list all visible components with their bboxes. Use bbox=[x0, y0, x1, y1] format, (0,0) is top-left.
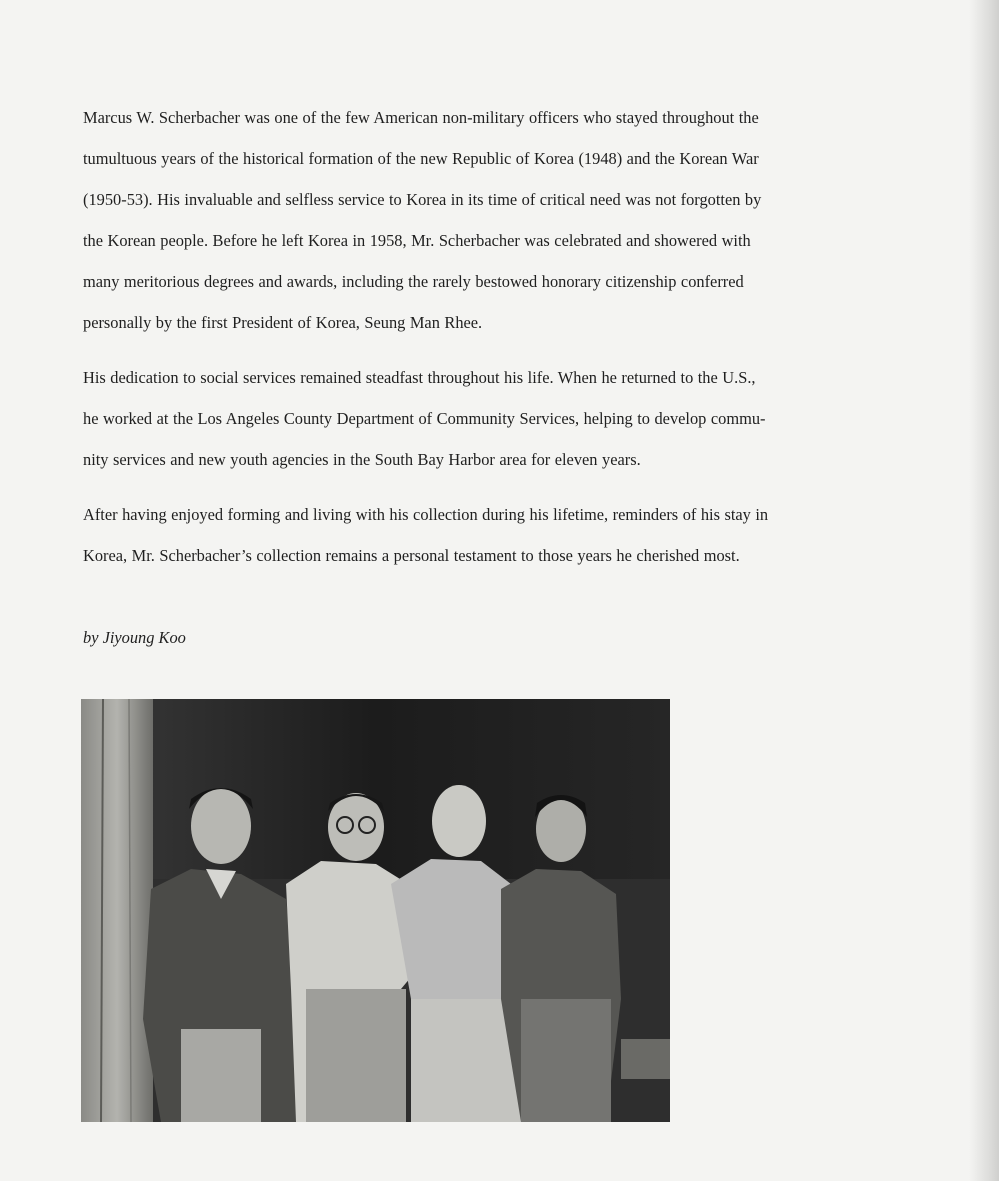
paragraph-1 bbox=[83, 97, 903, 343]
text-line: Marcus W. Scherbacher was one of the few American non-military officers who stayed throughout the bbox=[83, 108, 759, 127]
text-line: the Korean people. Before he left Korea in 1958, Mr. Scherbacher was celebrated and showered with bbox=[83, 231, 751, 250]
text-line: many meritorious degrees and awards, including the rarely bestowed honorary citizenship conferred bbox=[83, 272, 744, 291]
text-line: (1950-53). His invaluable and selfless service to Korea in its time of critical need was not forgotten by bbox=[83, 190, 762, 209]
text-line: His dedication to social services remained steadfast throughout his life. When he returned to the U.S., bbox=[83, 368, 756, 387]
author-byline: by Jiyoung Koo bbox=[83, 628, 186, 647]
group-photograph bbox=[81, 699, 670, 1122]
paragraph-2 bbox=[83, 357, 903, 480]
article-body bbox=[83, 97, 903, 590]
page-edge-shadow bbox=[969, 0, 999, 1181]
text-line: tumultuous years of the historical formation of the new Republic of Korea (1948) and the Korean War bbox=[83, 149, 759, 168]
text-line: he worked at the Los Angeles County Department of Community Services, helping to develop commu- bbox=[83, 409, 766, 428]
paragraph-3 bbox=[83, 494, 903, 576]
text-line: nity services and new youth agencies in the South Bay Harbor area for eleven years. bbox=[83, 450, 641, 469]
text-line: Korea, Mr. Scherbacher’s collection remains a personal testament to those years he cherished most. bbox=[83, 546, 740, 565]
text-line: personally by the first President of Korea, Seung Man Rhee. bbox=[83, 313, 483, 332]
text-line: After having enjoyed forming and living with his collection during his lifetime, reminders of his stay in bbox=[83, 505, 769, 524]
